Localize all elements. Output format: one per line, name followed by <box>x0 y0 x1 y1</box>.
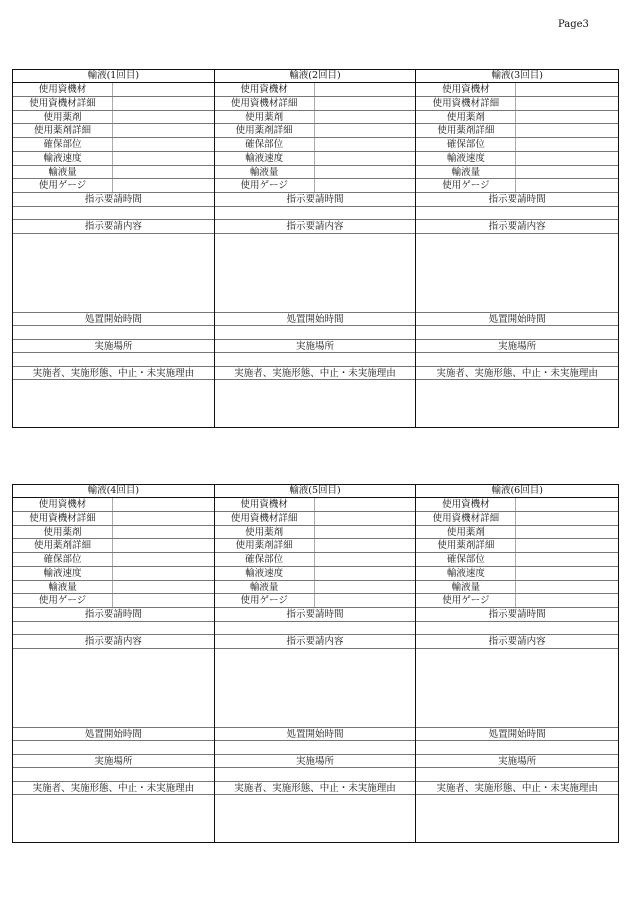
field-value[interactable] <box>113 97 214 110</box>
instruction-content-label: 指示要請内容 <box>416 635 618 649</box>
field-value[interactable] <box>113 166 214 179</box>
instruction-time-field[interactable] <box>416 207 618 221</box>
field-value[interactable] <box>516 124 618 137</box>
field-label: 使用薬剤 <box>13 111 113 124</box>
field-label: 確保部位 <box>215 553 315 566</box>
start-time-field[interactable] <box>416 326 618 340</box>
performer-field[interactable] <box>13 380 214 425</box>
field-label: 輸液速度 <box>416 567 516 580</box>
field-row-volume <box>215 581 416 595</box>
start-time-label: 処置開始時間 <box>416 728 618 742</box>
instruction-time-field[interactable] <box>13 622 214 636</box>
field-row-drug <box>13 111 214 125</box>
field-row-drug-detail <box>13 539 214 553</box>
field-row-equipment <box>416 498 618 512</box>
field-row-site <box>13 553 214 567</box>
field-value[interactable] <box>315 83 416 96</box>
instruction-content-field[interactable] <box>416 649 618 728</box>
field-row-drug <box>215 526 416 540</box>
field-row-rate <box>13 152 214 166</box>
field-row-drug-detail <box>215 539 416 553</box>
field-value[interactable] <box>315 111 416 124</box>
field-label: 使用資機材詳細 <box>416 97 516 110</box>
column-header: 輸液(1回目) <box>13 70 214 83</box>
field-value[interactable] <box>315 512 416 525</box>
field-row-equipment <box>13 498 214 512</box>
instruction-time-field[interactable] <box>416 622 618 636</box>
field-label: 輸液量 <box>215 166 315 179</box>
field-value[interactable] <box>315 166 416 179</box>
instruction-content-field[interactable] <box>13 234 214 313</box>
field-value[interactable] <box>516 152 618 165</box>
field-label: 確保部位 <box>416 138 516 151</box>
instruction-content-label: 指示要請内容 <box>215 635 416 649</box>
instruction-time-label: 指示要請時間 <box>13 608 214 622</box>
infusion-column-6 <box>416 485 618 842</box>
field-value[interactable] <box>113 138 214 151</box>
field-row-gauge <box>13 179 214 193</box>
field-value[interactable] <box>315 594 416 607</box>
page-number: Page3 <box>558 19 589 30</box>
location-field[interactable] <box>416 768 618 782</box>
field-value[interactable] <box>315 138 416 151</box>
field-value[interactable] <box>113 512 214 525</box>
performer-field[interactable] <box>416 795 618 840</box>
field-row-gauge <box>13 594 214 608</box>
instruction-content-label: 指示要請内容 <box>13 635 214 649</box>
location-label: 実施場所 <box>13 755 214 769</box>
field-row-equipment <box>215 83 416 97</box>
field-value[interactable] <box>113 539 214 552</box>
field-value[interactable] <box>315 526 416 539</box>
field-row-drug-detail <box>215 124 416 138</box>
field-row-rate <box>416 152 618 166</box>
field-label: 使用薬剤 <box>215 111 315 124</box>
location-field[interactable] <box>13 353 214 367</box>
location-label: 実施場所 <box>215 755 416 769</box>
field-label: 使用ゲージ <box>215 179 315 192</box>
field-label: 使用薬剤詳細 <box>13 539 113 552</box>
column-header: 輸液(2回目) <box>215 70 416 83</box>
field-label: 使用ゲージ <box>215 594 315 607</box>
field-value[interactable] <box>516 539 618 552</box>
start-time-field[interactable] <box>13 741 214 755</box>
start-time-label: 処置開始時間 <box>215 728 416 742</box>
location-field[interactable] <box>416 353 618 367</box>
field-row-equipment-detail <box>13 97 214 111</box>
field-row-site <box>416 553 618 567</box>
field-label: 輸液速度 <box>13 152 113 165</box>
field-label: 使用ゲージ <box>13 594 113 607</box>
field-label: 使用資機材詳細 <box>416 512 516 525</box>
start-time-field[interactable] <box>215 741 416 755</box>
start-time-field[interactable] <box>13 326 214 340</box>
field-value[interactable] <box>315 581 416 594</box>
field-value[interactable] <box>113 581 214 594</box>
field-row-volume <box>416 581 618 595</box>
field-row-drug-detail <box>13 124 214 138</box>
field-row-drug <box>416 111 618 125</box>
field-row-rate <box>416 567 618 581</box>
instruction-content-label: 指示要請内容 <box>416 220 618 234</box>
start-time-label: 処置開始時間 <box>13 728 214 742</box>
field-label: 使用資機材 <box>215 83 315 96</box>
instruction-time-field[interactable] <box>13 207 214 221</box>
field-value[interactable] <box>516 138 618 151</box>
field-label: 使用薬剤 <box>416 111 516 124</box>
field-row-gauge <box>215 594 416 608</box>
infusion-column-3 <box>416 70 618 427</box>
field-value[interactable] <box>113 526 214 539</box>
field-label: 確保部位 <box>13 138 113 151</box>
field-value[interactable] <box>113 83 214 96</box>
field-value[interactable] <box>516 179 618 192</box>
performer-field[interactable] <box>13 795 214 840</box>
field-label: 使用資機材 <box>416 498 516 511</box>
performer-label: 実施者、実施形態、中止・未実施理由 <box>215 782 416 796</box>
instruction-content-label: 指示要請内容 <box>215 220 416 234</box>
start-time-field[interactable] <box>215 326 416 340</box>
location-field[interactable] <box>13 768 214 782</box>
field-label: 使用資機材詳細 <box>13 97 113 110</box>
performer-field[interactable] <box>215 380 416 425</box>
field-value[interactable] <box>315 498 416 511</box>
performer-label: 実施者、実施形態、中止・未実施理由 <box>416 782 618 796</box>
instruction-time-label: 指示要請時間 <box>416 608 618 622</box>
field-value[interactable] <box>516 166 618 179</box>
field-label: 輸液量 <box>215 581 315 594</box>
field-label: 使用ゲージ <box>416 179 516 192</box>
field-row-volume <box>13 166 214 180</box>
column-header: 輸液(4回目) <box>13 485 214 498</box>
field-row-volume <box>13 581 214 595</box>
field-row-equipment-detail <box>13 512 214 526</box>
field-value[interactable] <box>516 567 618 580</box>
field-value[interactable] <box>113 124 214 137</box>
field-value[interactable] <box>516 498 618 511</box>
field-label: 使用薬剤 <box>416 526 516 539</box>
field-row-drug <box>416 526 618 540</box>
instruction-time-label: 指示要請時間 <box>215 193 416 207</box>
performer-label: 実施者、実施形態、中止・未実施理由 <box>13 782 214 796</box>
field-label: 輸液速度 <box>215 567 315 580</box>
column-header: 輸液(5回目) <box>215 485 416 498</box>
location-label: 実施場所 <box>13 340 214 354</box>
infusion-column-1 <box>13 70 215 427</box>
infusion-column-2 <box>215 70 417 427</box>
field-label: 使用薬剤詳細 <box>416 124 516 137</box>
field-label: 使用資機材 <box>215 498 315 511</box>
field-row-drug <box>13 526 214 540</box>
field-label: 輸液速度 <box>13 567 113 580</box>
field-label: 輸液量 <box>13 166 113 179</box>
field-row-equipment <box>215 498 416 512</box>
field-row-equipment-detail <box>416 97 618 111</box>
field-row-rate <box>215 152 416 166</box>
field-label: 使用資機材詳細 <box>215 97 315 110</box>
field-label: 使用薬剤詳細 <box>215 124 315 137</box>
field-label: 輸液量 <box>13 581 113 594</box>
field-label: 使用ゲージ <box>416 594 516 607</box>
field-row-equipment <box>416 83 618 97</box>
field-row-drug <box>215 111 416 125</box>
field-label: 使用資機材 <box>13 498 113 511</box>
field-label: 輸液速度 <box>416 152 516 165</box>
field-value[interactable] <box>516 553 618 566</box>
field-value[interactable] <box>315 124 416 137</box>
instruction-content-field[interactable] <box>416 234 618 313</box>
field-row-volume <box>416 166 618 180</box>
field-row-volume <box>215 166 416 180</box>
location-label: 実施場所 <box>416 340 618 354</box>
start-time-label: 処置開始時間 <box>416 313 618 327</box>
field-row-rate <box>215 567 416 581</box>
field-label: 輸液量 <box>416 166 516 179</box>
field-label: 使用ゲージ <box>13 179 113 192</box>
field-label: 使用資機材詳細 <box>215 512 315 525</box>
field-label: 使用資機材 <box>13 83 113 96</box>
instruction-content-field[interactable] <box>215 649 416 728</box>
field-value[interactable] <box>315 567 416 580</box>
performer-field[interactable] <box>416 380 618 425</box>
location-label: 実施場所 <box>416 755 618 769</box>
column-header: 輸液(3回目) <box>416 70 618 83</box>
location-field[interactable] <box>215 353 416 367</box>
field-label: 使用薬剤詳細 <box>416 539 516 552</box>
performer-label: 実施者、実施形態、中止・未実施理由 <box>215 367 416 381</box>
field-row-gauge <box>416 179 618 193</box>
field-label: 使用資機材詳細 <box>13 512 113 525</box>
field-value[interactable] <box>516 594 618 607</box>
field-row-equipment <box>13 83 214 97</box>
field-row-gauge <box>215 179 416 193</box>
field-label: 使用薬剤詳細 <box>13 124 113 137</box>
instruction-time-field[interactable] <box>215 622 416 636</box>
instruction-time-field[interactable] <box>215 207 416 221</box>
field-label: 確保部位 <box>13 553 113 566</box>
column-header: 輸液(6回目) <box>416 485 618 498</box>
field-value[interactable] <box>516 526 618 539</box>
instruction-content-label: 指示要請内容 <box>13 220 214 234</box>
field-value[interactable] <box>516 512 618 525</box>
field-label: 使用薬剤詳細 <box>215 539 315 552</box>
instruction-time-label: 指示要請時間 <box>13 193 214 207</box>
field-label: 使用資機材 <box>416 83 516 96</box>
field-row-gauge <box>416 594 618 608</box>
performer-label: 実施者、実施形態、中止・未実施理由 <box>416 367 618 381</box>
field-value[interactable] <box>315 152 416 165</box>
field-label: 使用薬剤 <box>13 526 113 539</box>
field-value[interactable] <box>113 152 214 165</box>
field-row-site <box>215 138 416 152</box>
instruction-time-label: 指示要請時間 <box>215 608 416 622</box>
field-value[interactable] <box>516 97 618 110</box>
field-value[interactable] <box>113 553 214 566</box>
performer-field[interactable] <box>215 795 416 840</box>
field-value[interactable] <box>113 594 214 607</box>
field-value[interactable] <box>113 567 214 580</box>
location-field[interactable] <box>215 768 416 782</box>
location-label: 実施場所 <box>215 340 416 354</box>
field-value[interactable] <box>315 97 416 110</box>
start-time-field[interactable] <box>416 741 618 755</box>
infusion-column-4 <box>13 485 215 842</box>
field-value[interactable] <box>113 498 214 511</box>
field-row-site <box>13 138 214 152</box>
field-value[interactable] <box>516 581 618 594</box>
field-row-site <box>416 138 618 152</box>
field-label: 使用薬剤 <box>215 526 315 539</box>
performer-label: 実施者、実施形態、中止・未実施理由 <box>13 367 214 381</box>
field-row-rate <box>13 567 214 581</box>
field-value[interactable] <box>516 111 618 124</box>
field-value[interactable] <box>315 179 416 192</box>
infusion-column-5 <box>215 485 417 842</box>
field-row-equipment-detail <box>416 512 618 526</box>
field-label: 輸液速度 <box>215 152 315 165</box>
instruction-content-field[interactable] <box>13 649 214 728</box>
start-time-label: 処置開始時間 <box>13 313 214 327</box>
field-row-equipment-detail <box>215 97 416 111</box>
field-row-equipment-detail <box>215 512 416 526</box>
start-time-label: 処置開始時間 <box>215 313 416 327</box>
instruction-content-field[interactable] <box>215 234 416 313</box>
field-row-drug-detail <box>416 539 618 553</box>
field-value[interactable] <box>516 83 618 96</box>
field-row-drug-detail <box>416 124 618 138</box>
field-value[interactable] <box>315 539 416 552</box>
field-row-site <box>215 553 416 567</box>
field-value[interactable] <box>113 179 214 192</box>
field-value[interactable] <box>113 111 214 124</box>
instruction-time-label: 指示要請時間 <box>416 193 618 207</box>
field-label: 確保部位 <box>416 553 516 566</box>
field-value[interactable] <box>315 553 416 566</box>
infusion-block-2 <box>12 484 619 843</box>
field-label: 輸液量 <box>416 581 516 594</box>
field-label: 確保部位 <box>215 138 315 151</box>
infusion-block-1 <box>12 69 619 428</box>
